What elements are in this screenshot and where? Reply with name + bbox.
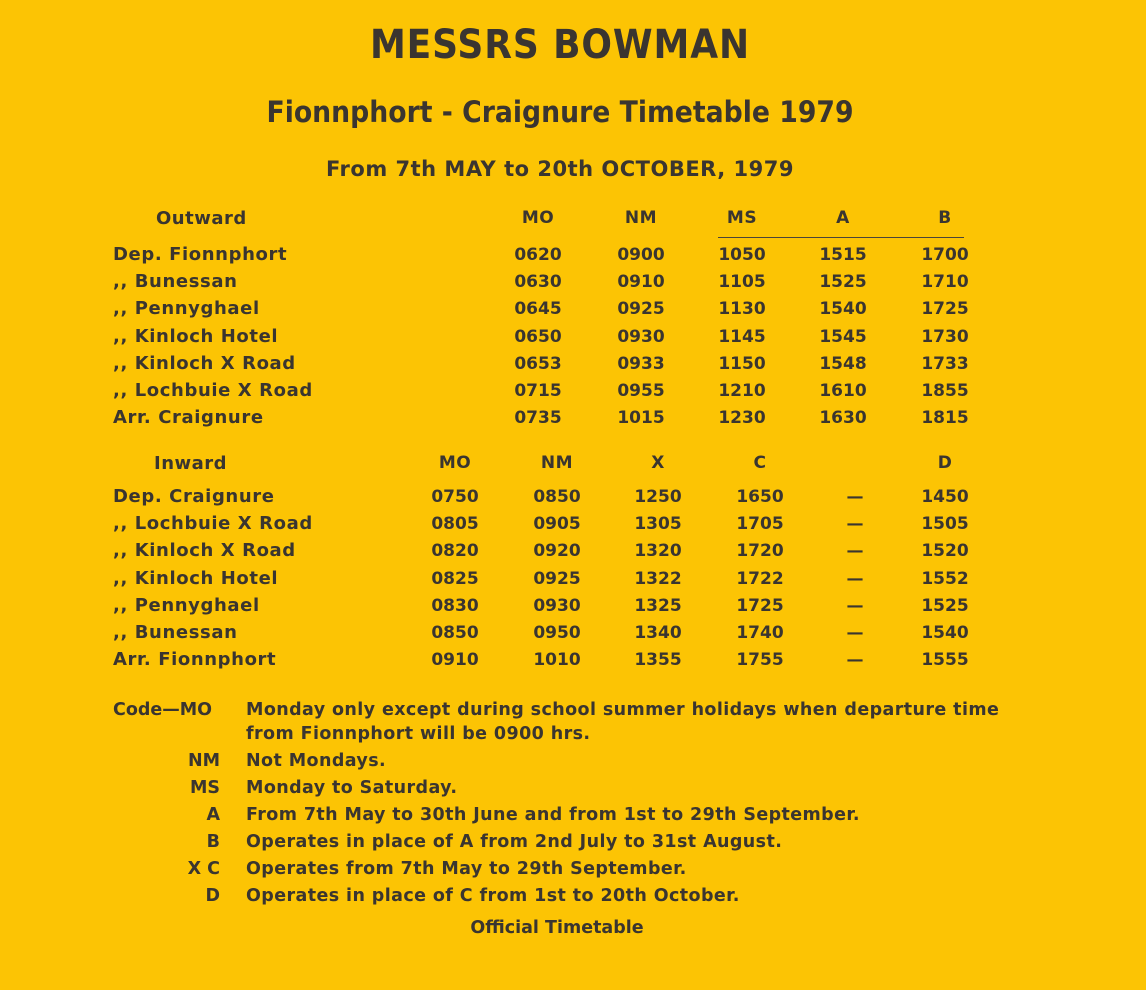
stop-name: ,, Bunessan	[113, 622, 238, 643]
departure-time: 1325	[634, 595, 682, 616]
departure-time: 1515	[819, 245, 867, 265]
departure-time: 1722	[736, 568, 784, 589]
stop-name: ,, Kinloch Hotel	[113, 567, 279, 589]
departure-time: 1630	[819, 408, 867, 429]
departure-time: 0950	[533, 623, 581, 643]
inward-heading: Inward	[154, 453, 228, 474]
departure-time: 0805	[431, 514, 479, 535]
departure-time: 0900	[617, 245, 665, 265]
stop-name: Dep. Fionnphort	[113, 244, 288, 265]
departure-time: 1855	[921, 381, 969, 401]
departure-time: 1725	[921, 299, 969, 320]
departure-time: 0955	[617, 381, 665, 401]
departure-time: 1725	[736, 595, 784, 616]
stop-name: ,, Lochbuie X Road	[113, 380, 313, 401]
departure-time: 1322	[634, 568, 682, 589]
departure-time: 0650	[514, 326, 562, 347]
code-label: B	[206, 832, 220, 852]
departure-time: 0933	[617, 353, 665, 374]
inward-col-header: D	[937, 453, 953, 473]
departure-time: 1815	[921, 408, 969, 429]
departure-time: 1520	[921, 541, 969, 562]
timetable-subtitle: Fionnphort - Craignure Timetable 1979	[266, 95, 854, 129]
page-title: MESSRS BOWMAN	[369, 22, 751, 68]
departure-time: 0905	[533, 514, 581, 535]
departure-time: 0910	[617, 272, 665, 293]
departure-time: 1540	[921, 623, 969, 643]
departure-time: 0850	[533, 487, 581, 507]
departure-time: 1525	[819, 272, 867, 293]
outward-col-header: B	[938, 208, 952, 228]
no-service-dash: —	[846, 623, 864, 643]
departure-time: 0735	[514, 408, 562, 429]
code-description: Operates in place of A from 2nd July to 31st August.	[246, 832, 783, 852]
code-description: From 7th May to 30th June and from 1st to 29th September.	[246, 805, 860, 825]
code-label: MS	[189, 778, 220, 798]
header-rule	[718, 237, 964, 238]
departure-time: 1145	[718, 326, 766, 347]
code-description: Monday to Saturday.	[246, 778, 458, 798]
validity-dates: From 7th MAY to 20th OCTOBER, 1979	[326, 157, 794, 181]
departure-time: 0830	[431, 595, 479, 616]
inward-col-header: C	[753, 453, 767, 473]
departure-time: 1105	[718, 272, 766, 293]
departure-time: 0750	[431, 487, 479, 507]
stop-name: ,, Kinloch Hotel	[113, 325, 279, 347]
code-description: Not Mondays.	[246, 751, 387, 771]
departure-time: 0653	[514, 353, 562, 374]
departure-time: 1015	[617, 408, 665, 429]
stop-name: Dep. Craignure	[113, 486, 275, 507]
outward-col-header: A	[836, 208, 850, 228]
departure-time: 1525	[921, 595, 969, 616]
departure-time: 1305	[634, 514, 682, 535]
code-description: Monday only except during school summer holidays when departure time	[246, 700, 1000, 720]
code-label: NM	[187, 751, 220, 771]
stop-name: ,, Bunessan	[113, 271, 238, 293]
stop-name: ,, Kinloch X Road	[113, 540, 296, 562]
departure-time: 1340	[634, 623, 682, 643]
inward-col-header: X	[651, 453, 665, 473]
no-service-dash: —	[846, 595, 864, 616]
outward-col-header: NM	[624, 208, 658, 228]
departure-time: 1552	[921, 568, 969, 589]
departure-time: 1545	[819, 326, 867, 347]
departure-time: 1010	[533, 650, 581, 671]
no-service-dash: —	[846, 514, 864, 535]
no-service-dash: —	[846, 568, 864, 589]
departure-time: 1450	[921, 487, 969, 507]
no-service-dash: —	[846, 650, 864, 671]
departure-time: 1210	[718, 381, 766, 401]
departure-time: 1740	[736, 623, 784, 643]
stop-name: ,, Pennyghael	[113, 298, 260, 320]
departure-time: 0925	[617, 299, 665, 320]
departure-time: 1505	[921, 514, 969, 535]
no-service-dash: —	[846, 541, 864, 562]
stop-name: ,, Lochbuie X Road	[113, 513, 313, 535]
stop-name: ,, Kinloch X Road	[113, 352, 296, 374]
departure-time: 1730	[921, 326, 969, 347]
departure-time: 1720	[736, 541, 784, 562]
departure-time: 0850	[431, 623, 479, 643]
departure-time: 1050	[718, 245, 766, 265]
official-timetable-footer: Official Timetable	[470, 918, 644, 938]
departure-time: 0930	[617, 326, 665, 347]
stop-name: Arr. Fionnphort	[113, 649, 277, 671]
departure-time: 0925	[533, 568, 581, 589]
code-label: A	[206, 805, 220, 825]
departure-time: 1230	[718, 408, 766, 429]
departure-time: 0620	[514, 245, 562, 265]
departure-time: 1610	[819, 381, 867, 401]
code-label: Code—MO	[113, 700, 213, 720]
departure-time: 1700	[921, 245, 969, 265]
stop-name: ,, Pennyghael	[113, 594, 260, 616]
departure-time: 1130	[718, 299, 766, 320]
departure-time: 1320	[634, 541, 682, 562]
stop-name: Arr. Craignure	[113, 407, 264, 429]
departure-time: 1555	[921, 650, 969, 671]
departure-time: 1540	[819, 299, 867, 320]
no-service-dash: —	[846, 487, 864, 507]
departure-time: 1548	[819, 353, 867, 374]
departure-time: 0920	[533, 541, 581, 562]
departure-time: 0930	[533, 595, 581, 616]
departure-time: 1755	[736, 650, 784, 671]
departure-time: 0630	[514, 272, 562, 293]
departure-time: 0645	[514, 299, 562, 320]
departure-time: 0820	[431, 541, 479, 562]
departure-time: 0910	[431, 650, 479, 671]
departure-time: 0715	[514, 381, 562, 401]
inward-col-header: MO	[438, 453, 472, 473]
outward-col-header: MS	[726, 208, 758, 228]
code-label: D	[205, 886, 220, 906]
departure-time: 1733	[921, 353, 969, 374]
code-description: Operates from 7th May to 29th September.	[246, 859, 687, 879]
outward-col-header: MO	[521, 208, 555, 228]
outward-heading: Outward	[156, 208, 247, 229]
departure-time: 1355	[634, 650, 682, 671]
code-description: Operates in place of C from 1st to 20th October.	[246, 886, 740, 906]
departure-time: 1150	[718, 353, 766, 374]
departure-time: 0825	[431, 568, 479, 589]
code-description-continued: from Fionnphort will be 0900 hrs.	[246, 724, 591, 744]
departure-time: 1710	[921, 272, 969, 293]
departure-time: 1705	[736, 514, 784, 535]
departure-time: 1650	[736, 487, 784, 507]
inward-col-header: NM	[540, 453, 574, 473]
departure-time: 1250	[634, 487, 682, 507]
code-label: X C	[187, 859, 220, 879]
